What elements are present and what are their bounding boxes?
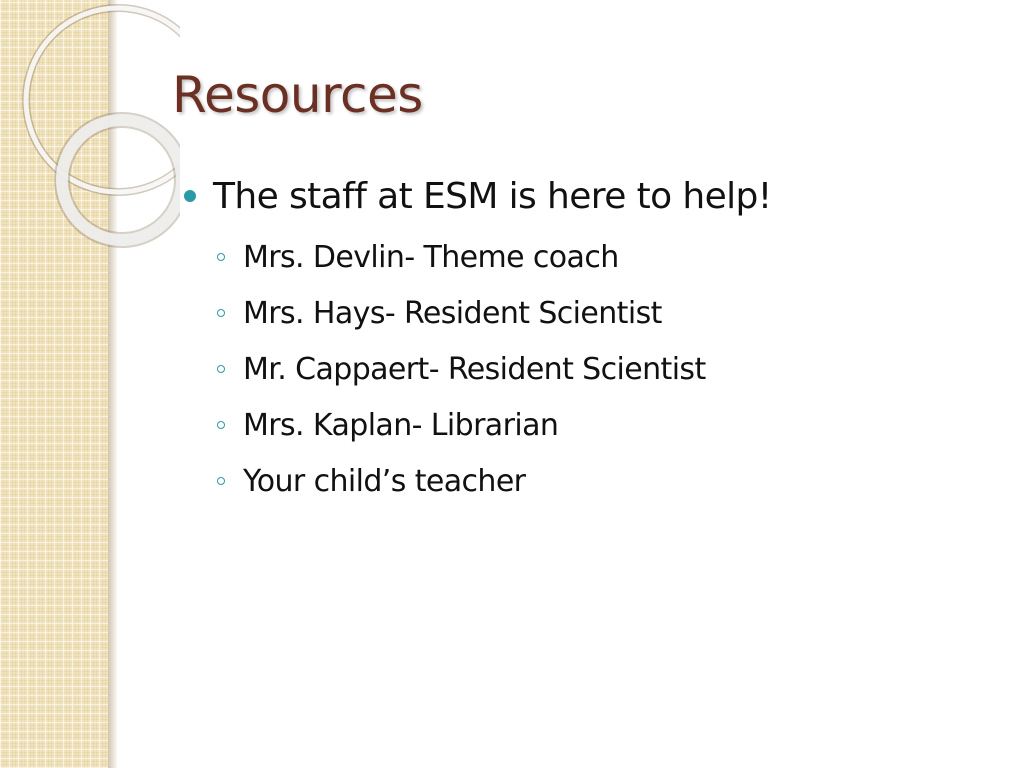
- sub-bullet-item: [183, 286, 983, 342]
- sub-bullet-item: [183, 454, 983, 510]
- main-bullet: [183, 170, 983, 224]
- ring-bullet-icon: [217, 253, 225, 261]
- sub-bullet-text: Mrs. Hays- Resident Scientist: [243, 296, 662, 331]
- ring-bullet-icon: [217, 477, 225, 485]
- ring-bullet-icon: [217, 365, 225, 373]
- ring-bullet-icon: [217, 309, 225, 317]
- sub-bullet-item: [183, 398, 983, 454]
- sub-bullet-text: Mr. Cappaert- Resident Scientist: [243, 352, 706, 387]
- sub-bullet-list: [183, 230, 983, 510]
- slide-content: [183, 170, 983, 510]
- sub-bullet-text: Mrs. Kaplan- Librarian: [243, 408, 559, 443]
- ring-bullet-icon: [217, 421, 225, 429]
- main-bullet-text: The staff at ESM is here to help!: [213, 176, 772, 217]
- bullet-dot-icon: [184, 190, 196, 202]
- decorative-rings: [0, 0, 180, 280]
- sub-bullet-item: [183, 342, 983, 398]
- slide-title: Resources: [172, 66, 423, 124]
- sub-bullet-item: [183, 230, 983, 286]
- sub-bullet-text: Your child’s teacher: [243, 464, 526, 499]
- sub-bullet-text: Mrs. Devlin- Theme coach: [243, 240, 619, 275]
